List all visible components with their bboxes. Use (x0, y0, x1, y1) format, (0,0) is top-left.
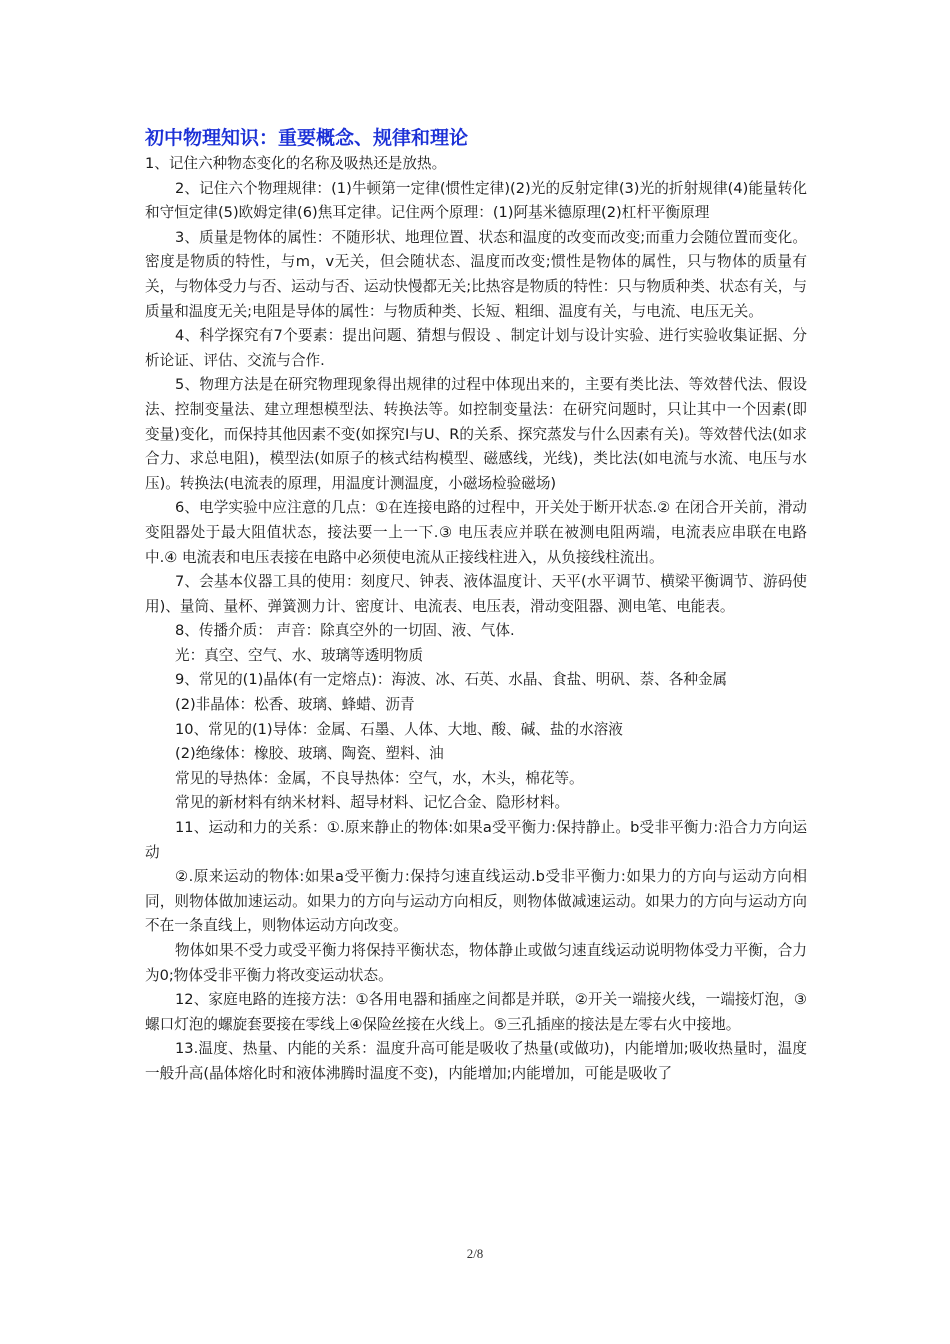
paragraph-2: 2、记住六个物理规律：(1)牛顿第一定律(惯性定律)(2)光的反射定律(3)光的折射规律(4)能量转化和守恒定律(5)欧姆定律(6)焦耳定律。记住两个原理：(1)阿基米德原理(2)杠杆平衡原理 (145, 179, 807, 222)
paragraph-11: (2)非晶体：松香、玻璃、蜂蜡、沥青 (175, 696, 415, 714)
paragraph-19: 12、家庭电路的连接方法：①各用电器和插座之间都是并联，②开关一端接火线，一端接灯泡，③螺口灯泡的螺旋套要接在零线上④保险丝接在火线上。⑤三孔插座的接法是左零右火中接地。 (145, 991, 807, 1033)
paragraph-6: 6、电学实验中应注意的几点：①在连接电路的过程中，开关处于断开状态.② 在闭合开关前，滑动变阻器处于最大阻值状态，接法要一上一下.③ 电压表应并联在被测电阻两端，电流表应串联在电路中.④ 电流表和电压表接在电路中必须使电流从正接线柱进入，从负接线柱流出。 (145, 499, 807, 566)
paragraph-4: 4、科学探究有7个要素：提出问题、猜想与假设 、制定计划与设计实验、进行实验收集证据、分析论证、评估、交流与合作. (145, 327, 807, 369)
paragraph-14: 常见的导热体：金属，不良导热体：空气，水，木头，棉花等。 (175, 769, 584, 787)
paragraph-17: ②.原来运动的物体:如果a受平衡力:保持匀速直线运动.b受非平衡力:如果力的方向与运动方向相同，则物体做加速运动。如果力的方向与运动方向相反，则物体做减速运动。如果力的方向与运动方向不在一条直线上，则物体运动方向改变。 (145, 868, 807, 935)
paragraph-8: 8、传播介质： 声音：除真空外的一切固、液、气体. (175, 622, 515, 640)
paragraph-3: 3、质量是物体的属性：不随形状、地理位置、状态和温度的改变而改变;而重力会随位置而变化。密度是物质的特性，与m，v无关，但会随状态、温度而改变;惯性是物体的属性，只与物体的质量有关，与物体受力与否、运动与否、运动快慢都无关;比热容是物质的特性：只与物质种类、状态有关，与质量和温度无关;电阻是导体的属性：与物质种类、长短、粗细、温度有关，与电流、电压无关。 (145, 228, 807, 320)
paragraph-16: 11、运动和力的关系：①.原来静止的物体:如果a受平衡力:保持静止。b受非平衡力:沿合力方向运动 (145, 819, 807, 861)
paragraph-13: (2)绝缘体：橡胶、玻璃、陶瓷、塑料、油 (175, 745, 444, 763)
document-title: 初中物理知识：重要概念、规律和理论 (145, 127, 469, 149)
paragraph-9: 光：真空、空气、水、玻璃等透明物质 (175, 646, 424, 664)
paragraph-1: 1、记住六种物态变化的名称及吸热还是放热。 (145, 155, 447, 172)
paragraph-5: 5、物理方法是在研究物理现象得出规律的过程中体现出来的，主要有类比法、等效替代法、假设法、控制变量法、建立理想模型法、转换法等。如控制变量法：在研究问题时，只让其中一个因素(即变量)变化，而保持其他因素不变(如探究I与U、R的关系、探究蒸发与什么因素有关)。等效替代法(如求合力、求总电阻)，模型法(如原子的核式结构模型、磁感线，光线)，类比法(如电流与水流、电压与水压)。转换法(电流表的原理，用温度计测温度，小磁场检验磁场) (145, 376, 807, 492)
paragraph-7: 7、会基本仪器工具的使用：刻度尺、钟表、液体温度计、天平(水平调节、横梁平衡调节、游码使用)、量筒、量杯、弹簧测力计、密度计、电流表、电压表，滑动变阻器、测电笔、电能表。 (145, 573, 807, 615)
page-number: 2/8 (466, 1246, 484, 1261)
paragraph-20: 13.温度、热量、内能的关系：温度升高可能是吸收了热量(或做功)，内能增加;吸收热量时，温度一般升高(晶体熔化时和液体沸腾时温度不变)，内能增加;内能增加，可能是吸收了 (145, 1040, 807, 1082)
paragraph-15: 常见的新材料有纳米材料、超导材料、记忆合金、隐形材料。 (175, 794, 570, 812)
paragraph-list (145, 152, 807, 1087)
paragraph-10: 9、常见的(1)晶体(有一定熔点)：海波、冰、石英、水晶、食盐、明矾、萘、各种金属 (175, 671, 728, 689)
paragraph-12: 10、常见的(1)导体：金属、石墨、人体、大地、酸、碱、盐的水溶液 (175, 720, 623, 738)
paragraph-18: 物体如果不受力或受平衡力将保持平衡状态，物体静止或做匀速直线运动说明物体受力平衡，合力为0;物体受非平衡力将改变运动状态。 (145, 942, 807, 984)
document-body (145, 125, 807, 1087)
